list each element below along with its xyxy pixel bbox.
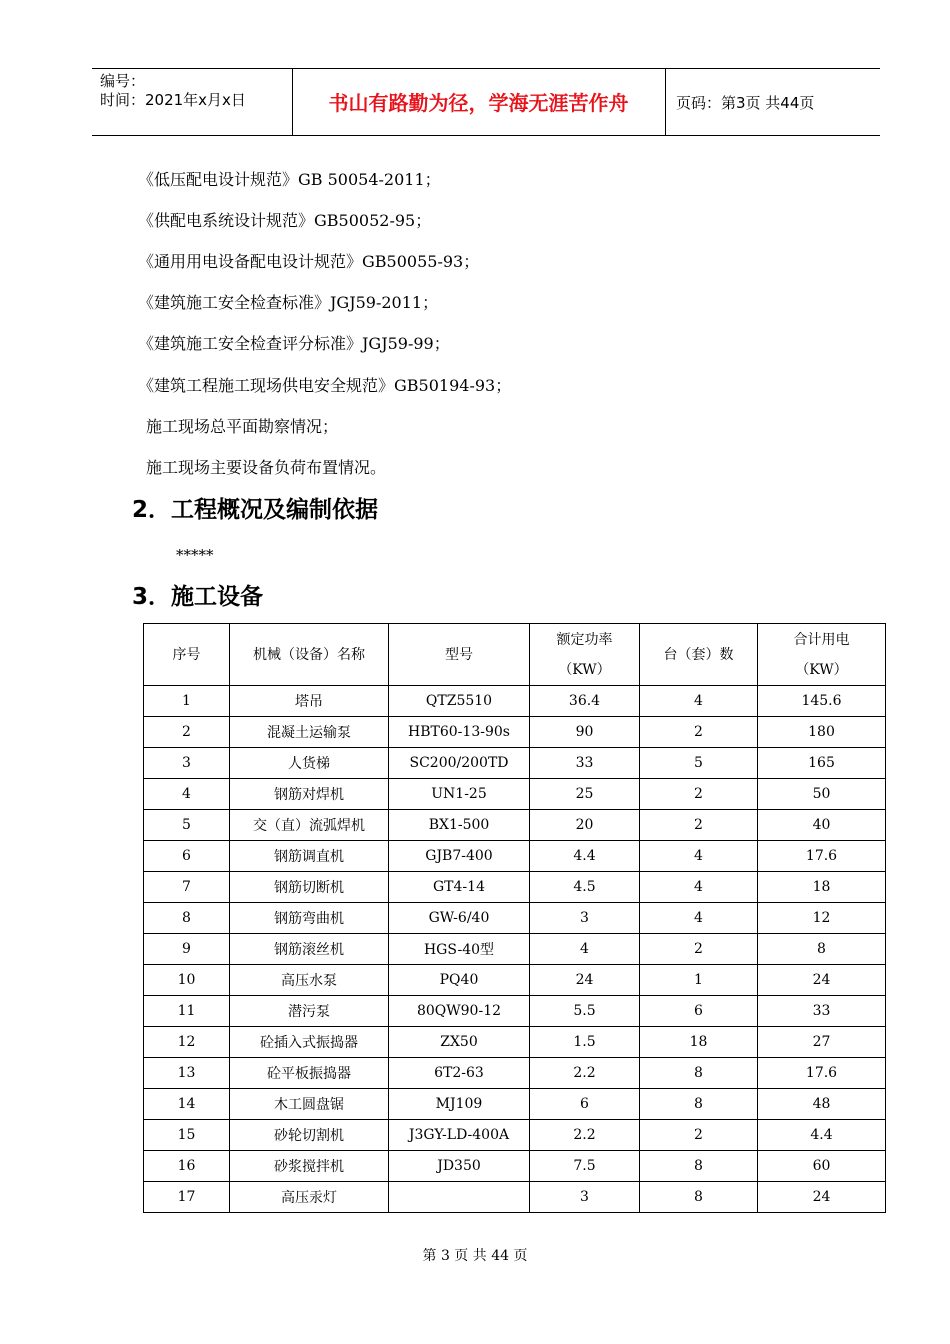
reference-item: 施工现场主要设备负荷布置情况。 bbox=[146, 458, 387, 477]
cell-seq: 6 bbox=[144, 841, 230, 872]
cell-qty: 2 bbox=[640, 1120, 758, 1151]
cell-power: 20 bbox=[530, 810, 640, 841]
cell-power: 4.5 bbox=[530, 872, 640, 903]
cell-power: 7.5 bbox=[530, 1151, 640, 1182]
cell-total: 24 bbox=[758, 965, 886, 996]
cell-power: 25 bbox=[530, 779, 640, 810]
header-motto: 书山有路勤为径，学海无涯苦作舟 bbox=[328, 91, 629, 115]
table-row bbox=[144, 1027, 886, 1058]
cell-model bbox=[389, 1182, 530, 1213]
cell-power: 3 bbox=[530, 1182, 640, 1213]
cell-name: 钢筋滚丝机 bbox=[230, 934, 389, 965]
cell-seq: 13 bbox=[144, 1058, 230, 1089]
cell-seq: 5 bbox=[144, 810, 230, 841]
table-header-row bbox=[144, 624, 886, 686]
cell-model: PQ40 bbox=[389, 965, 530, 996]
cell-seq: 9 bbox=[144, 934, 230, 965]
cell-seq: 1 bbox=[144, 686, 230, 717]
section-heading-project-overview: 2．工程概况及编制依据 bbox=[132, 497, 379, 523]
cell-qty: 8 bbox=[640, 1058, 758, 1089]
cell-model: UN1-25 bbox=[389, 779, 530, 810]
cell-total: 24 bbox=[758, 1182, 886, 1213]
cell-seq: 3 bbox=[144, 748, 230, 779]
cell-seq: 16 bbox=[144, 1151, 230, 1182]
cell-qty: 1 bbox=[640, 965, 758, 996]
header-model: 型号 bbox=[389, 624, 530, 686]
table-row bbox=[144, 996, 886, 1027]
cell-name: 砂浆搅拌机 bbox=[230, 1151, 389, 1182]
reference-item: 《建筑施工安全检查标准》JGJ59-2011； bbox=[138, 293, 439, 312]
cell-model: J3GY-LD-400A bbox=[389, 1120, 530, 1151]
reference-item: 施工现场总平面勘察情况； bbox=[146, 417, 339, 436]
header-serial-label: 编号： bbox=[100, 72, 146, 90]
footer-page-number: 第 3 页 共 44 页 bbox=[422, 1248, 528, 1264]
cell-qty: 18 bbox=[640, 1027, 758, 1058]
table-row bbox=[144, 1120, 886, 1151]
reference-item: 《供配电系统设计规范》GB50052-95； bbox=[138, 211, 432, 230]
section-content-placeholder: ***** bbox=[176, 546, 214, 564]
header-total bbox=[758, 624, 886, 686]
cell-qty: 2 bbox=[640, 779, 758, 810]
cell-qty: 4 bbox=[640, 686, 758, 717]
table-row bbox=[144, 841, 886, 872]
cell-model: MJ109 bbox=[389, 1089, 530, 1120]
header-total-line2: （KW） bbox=[795, 661, 848, 678]
table-row bbox=[144, 1182, 886, 1213]
cell-model: SC200/200TD bbox=[389, 748, 530, 779]
cell-qty: 8 bbox=[640, 1089, 758, 1120]
cell-seq: 2 bbox=[144, 717, 230, 748]
section-heading-equipment: 3．施工设备 bbox=[132, 584, 264, 610]
cell-model: BX1-500 bbox=[389, 810, 530, 841]
cell-total: 12 bbox=[758, 903, 886, 934]
cell-name: 高压水泵 bbox=[230, 965, 389, 996]
cell-qty: 2 bbox=[640, 810, 758, 841]
cell-power: 6 bbox=[530, 1089, 640, 1120]
cell-total: 50 bbox=[758, 779, 886, 810]
table-row bbox=[144, 1058, 886, 1089]
header-name: 机械（设备）名称 bbox=[230, 624, 389, 686]
reference-item: 《通用用电设备配电设计规范》GB50055-93； bbox=[138, 252, 480, 271]
cell-name: 人货梯 bbox=[230, 748, 389, 779]
table-row bbox=[144, 748, 886, 779]
header-qty: 台（套）数 bbox=[640, 624, 758, 686]
cell-qty: 2 bbox=[640, 934, 758, 965]
cell-total: 8 bbox=[758, 934, 886, 965]
cell-total: 145.6 bbox=[758, 686, 886, 717]
cell-qty: 5 bbox=[640, 748, 758, 779]
cell-name: 钢筋弯曲机 bbox=[230, 903, 389, 934]
cell-power: 4 bbox=[530, 934, 640, 965]
cell-model: ZX50 bbox=[389, 1027, 530, 1058]
cell-seq: 14 bbox=[144, 1089, 230, 1120]
cell-total: 27 bbox=[758, 1027, 886, 1058]
cell-name: 高压汞灯 bbox=[230, 1182, 389, 1213]
cell-total: 17.6 bbox=[758, 1058, 886, 1089]
equipment-table bbox=[143, 623, 886, 1213]
table-row bbox=[144, 965, 886, 996]
cell-power: 24 bbox=[530, 965, 640, 996]
cell-total: 180 bbox=[758, 717, 886, 748]
cell-seq: 8 bbox=[144, 903, 230, 934]
header-divider-right bbox=[665, 68, 666, 135]
cell-name: 木工圆盘锯 bbox=[230, 1089, 389, 1120]
header-seq: 序号 bbox=[144, 624, 230, 686]
header-time-label: 时间：2021年x月x日 bbox=[100, 91, 246, 109]
table-row bbox=[144, 903, 886, 934]
cell-name: 钢筋对焊机 bbox=[230, 779, 389, 810]
cell-power: 90 bbox=[530, 717, 640, 748]
cell-total: 17.6 bbox=[758, 841, 886, 872]
table-row bbox=[144, 717, 886, 748]
cell-model: GT4-14 bbox=[389, 872, 530, 903]
cell-model: HBT60-13-90s bbox=[389, 717, 530, 748]
header-power bbox=[530, 624, 640, 686]
header-page-label: 页码：第3页 共44页 bbox=[676, 94, 815, 112]
cell-qty: 4 bbox=[640, 872, 758, 903]
cell-seq: 10 bbox=[144, 965, 230, 996]
cell-power: 2.2 bbox=[530, 1120, 640, 1151]
cell-seq: 15 bbox=[144, 1120, 230, 1151]
cell-name: 钢筋调直机 bbox=[230, 841, 389, 872]
cell-seq: 7 bbox=[144, 872, 230, 903]
table-row bbox=[144, 779, 886, 810]
cell-seq: 17 bbox=[144, 1182, 230, 1213]
cell-name: 砼平板振捣器 bbox=[230, 1058, 389, 1089]
cell-total: 40 bbox=[758, 810, 886, 841]
cell-total: 48 bbox=[758, 1089, 886, 1120]
cell-seq: 11 bbox=[144, 996, 230, 1027]
cell-power: 4.4 bbox=[530, 841, 640, 872]
cell-model: 80QW90-12 bbox=[389, 996, 530, 1027]
table-row bbox=[144, 872, 886, 903]
header-top-rule bbox=[92, 68, 880, 69]
cell-power: 36.4 bbox=[530, 686, 640, 717]
table-row bbox=[144, 810, 886, 841]
table-body bbox=[144, 686, 886, 1213]
cell-name: 钢筋切断机 bbox=[230, 872, 389, 903]
cell-qty: 8 bbox=[640, 1151, 758, 1182]
cell-seq: 12 bbox=[144, 1027, 230, 1058]
cell-power: 1.5 bbox=[530, 1027, 640, 1058]
cell-seq: 4 bbox=[144, 779, 230, 810]
table-row bbox=[144, 686, 886, 717]
cell-total: 165 bbox=[758, 748, 886, 779]
cell-name: 潜污泵 bbox=[230, 996, 389, 1027]
cell-model: GW-6/40 bbox=[389, 903, 530, 934]
reference-item: 《低压配电设计规范》GB 50054-2011； bbox=[138, 170, 441, 189]
cell-total: 60 bbox=[758, 1151, 886, 1182]
cell-power: 5.5 bbox=[530, 996, 640, 1027]
cell-name: 交（直）流弧焊机 bbox=[230, 810, 389, 841]
cell-model: JD350 bbox=[389, 1151, 530, 1182]
cell-total: 33 bbox=[758, 996, 886, 1027]
cell-qty: 8 bbox=[640, 1182, 758, 1213]
cell-model: QTZ5510 bbox=[389, 686, 530, 717]
cell-name: 塔吊 bbox=[230, 686, 389, 717]
cell-name: 砼插入式振捣器 bbox=[230, 1027, 389, 1058]
reference-item: 《建筑施工安全检查评分标准》JGJ59-99； bbox=[138, 334, 450, 353]
cell-qty: 6 bbox=[640, 996, 758, 1027]
cell-model: 6T2-63 bbox=[389, 1058, 530, 1089]
reference-item: 《建筑工程施工现场供电安全规范》GB50194-93； bbox=[138, 376, 512, 395]
header-total-line1: 合计用电 bbox=[793, 631, 850, 648]
table-row bbox=[144, 1089, 886, 1120]
cell-qty: 4 bbox=[640, 841, 758, 872]
cell-total: 4.4 bbox=[758, 1120, 886, 1151]
header-bottom-rule bbox=[92, 135, 880, 136]
header-power-line2: （KW） bbox=[558, 661, 611, 678]
cell-name: 混凝土运输泵 bbox=[230, 717, 389, 748]
cell-qty: 2 bbox=[640, 717, 758, 748]
cell-power: 2.2 bbox=[530, 1058, 640, 1089]
cell-model: GJB7-400 bbox=[389, 841, 530, 872]
cell-model: HGS-40型 bbox=[389, 934, 530, 965]
cell-power: 3 bbox=[530, 903, 640, 934]
table-row bbox=[144, 934, 886, 965]
cell-total: 18 bbox=[758, 872, 886, 903]
cell-qty: 4 bbox=[640, 903, 758, 934]
cell-name: 砂轮切割机 bbox=[230, 1120, 389, 1151]
cell-power: 33 bbox=[530, 748, 640, 779]
table-row bbox=[144, 1151, 886, 1182]
header-power-line1: 额定功率 bbox=[556, 631, 613, 648]
